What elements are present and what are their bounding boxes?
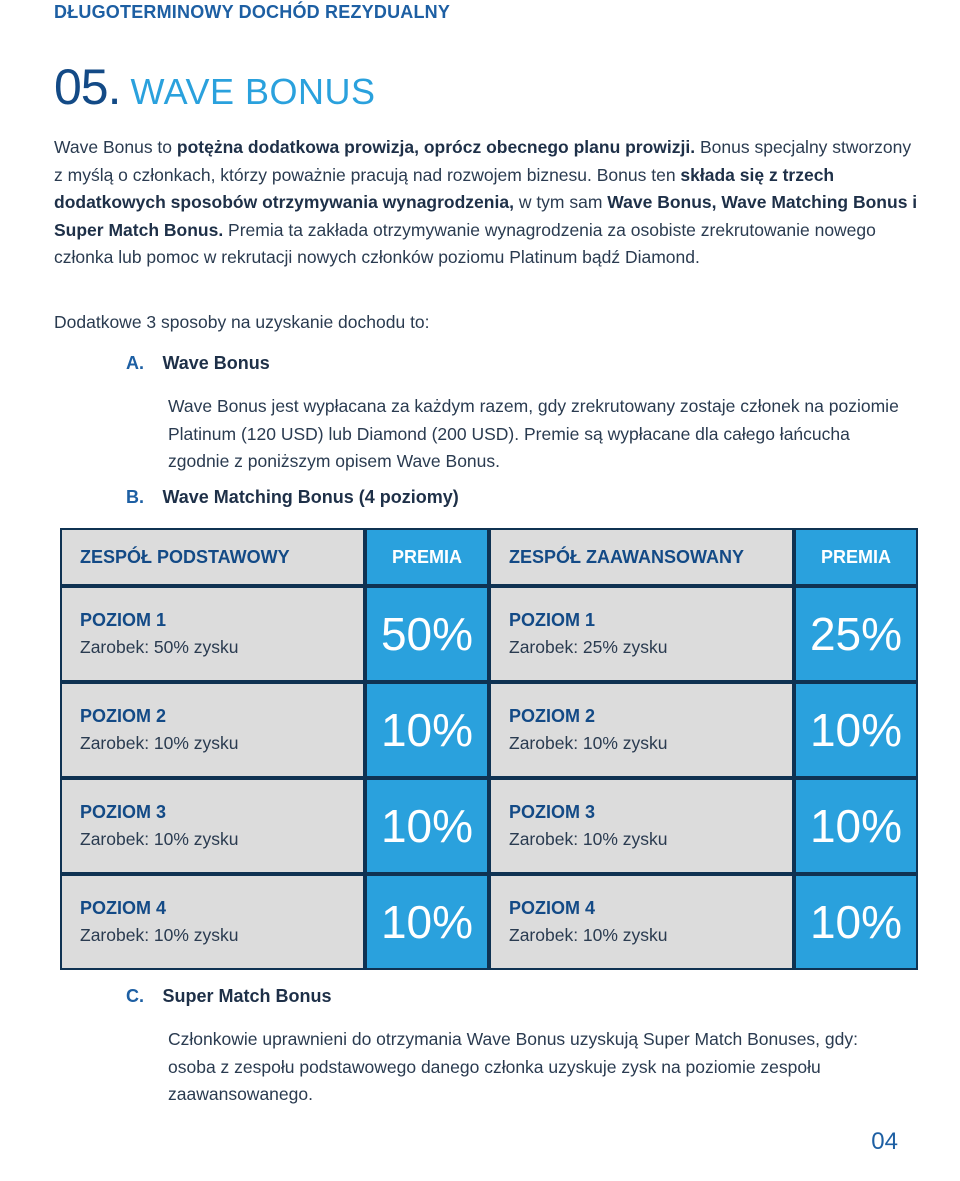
- earnings-label: Zarobek: 10% zysku: [509, 733, 668, 753]
- section-b-letter: B.: [126, 487, 144, 507]
- intro-segment: Bonus specjalny stworzony z myślą o członkach, którzy poważnie pracują nad rozwojem biznesu. Bonus ten: [54, 137, 912, 185]
- basic-premium-value: 10%: [365, 778, 489, 874]
- header-basic-team: ZESPÓŁ PODSTAWOWY: [60, 528, 365, 586]
- basic-premium-value: 10%: [365, 682, 489, 778]
- section-c-heading: [126, 986, 331, 1007]
- section-a-title: Wave Bonus: [162, 353, 270, 373]
- level-label: POZIOM 2: [509, 706, 596, 726]
- table-row: [60, 682, 918, 778]
- adv-level-cell: [489, 874, 794, 970]
- earnings-label: Zarobek: 10% zysku: [80, 829, 239, 849]
- level-label: POZIOM 4: [509, 898, 596, 918]
- adv-premium-value: 10%: [794, 874, 918, 970]
- section-c-title: Super Match Bonus: [162, 986, 332, 1006]
- table-row: [60, 778, 918, 874]
- basic-level-cell: [60, 778, 365, 874]
- level-label: POZIOM 2: [80, 706, 167, 726]
- section-c-letter: C.: [126, 986, 144, 1006]
- section-title: WAVE BONUS: [130, 71, 376, 112]
- table-header-row: [60, 528, 918, 586]
- lead-text: Dodatkowe 3 sposoby na uzyskanie dochodu to:: [54, 312, 430, 332]
- intro-segment: Wave Bonus to: [54, 137, 177, 157]
- header-advanced-team: ZESPÓŁ ZAAWANSOWANY: [489, 528, 794, 586]
- intro-segment: Wave Bonus, Wave Matching Bonus i Super Match Bonus.: [54, 192, 918, 240]
- header-premium-advanced: PREMIA: [794, 528, 918, 586]
- earnings-label: Zarobek: 10% zysku: [80, 733, 239, 753]
- section-a-letter: A.: [126, 353, 144, 373]
- intro-segment: potężna dodatkowa prowizja, oprócz obecnego planu prowizji.: [176, 137, 696, 157]
- adv-level-cell: [489, 586, 794, 682]
- table-row: [60, 874, 918, 970]
- section-number: 05.: [54, 59, 121, 115]
- basic-level-cell: [60, 874, 365, 970]
- section-c-body: Członkowie uprawnieni do otrzymania Wave Bonus uzyskują Super Match Bonuses, gdy: osoba z zespołu podstawowego danego członka uzyskuje zysk na poziomie zespołu zaawansowanego.: [168, 1029, 858, 1104]
- intro-paragraph: [54, 134, 924, 272]
- level-label: POZIOM 1: [80, 610, 167, 630]
- intro-segment: składa się z trzech dodatkowych sposobów otrzymywania wynagrodzenia,: [54, 164, 835, 212]
- earnings-label: Zarobek: 10% zysku: [80, 925, 239, 945]
- level-label: POZIOM 3: [509, 802, 596, 822]
- level-label: POZIOM 4: [80, 898, 167, 918]
- basic-level-cell: [60, 682, 365, 778]
- section-a-body: Wave Bonus jest wypłacana za każdym razem, gdy zrekrutowany zostaje członek na poziomie Platinum (120 USD) lub Diamond (200 USD). Premie są wypłacane dla całego łańcucha zgodnie z poniższym opisem Wave Bonus.: [168, 396, 899, 471]
- level-label: POZIOM 3: [80, 802, 167, 822]
- bonus-table: [60, 528, 918, 970]
- section-b-heading: [126, 487, 459, 508]
- section-a-heading: [126, 353, 270, 374]
- page-number: 04: [871, 1128, 898, 1155]
- adv-premium-value: 25%: [794, 586, 918, 682]
- level-label: POZIOM 1: [509, 610, 596, 630]
- adv-level-cell: [489, 682, 794, 778]
- page-header: DŁUGOTERMINOWY DOCHÓD REZYDUALNY: [54, 2, 451, 22]
- intro-segment: w tym sam: [513, 192, 608, 212]
- adv-level-cell: [489, 778, 794, 874]
- header-premium-basic: PREMIA: [365, 528, 489, 586]
- earnings-label: Zarobek: 10% zysku: [509, 829, 668, 849]
- earnings-label: Zarobek: 50% zysku: [80, 637, 239, 657]
- intro-segment: Premia ta zakłada otrzymywanie wynagrodzenia za osobiste zrekrutowanie nowego członka lub pomoc w rekrutacji nowych członków poziomu Platinum bądź Diamond.: [54, 219, 876, 267]
- page-title: [54, 58, 376, 116]
- earnings-label: Zarobek: 25% zysku: [509, 637, 668, 657]
- basic-premium-value: 50%: [365, 586, 489, 682]
- table-row: [60, 586, 918, 682]
- earnings-label: Zarobek: 10% zysku: [509, 925, 668, 945]
- basic-premium-value: 10%: [365, 874, 489, 970]
- basic-level-cell: [60, 586, 365, 682]
- adv-premium-value: 10%: [794, 778, 918, 874]
- section-b-title: Wave Matching Bonus (4 poziomy): [162, 487, 459, 507]
- adv-premium-value: 10%: [794, 682, 918, 778]
